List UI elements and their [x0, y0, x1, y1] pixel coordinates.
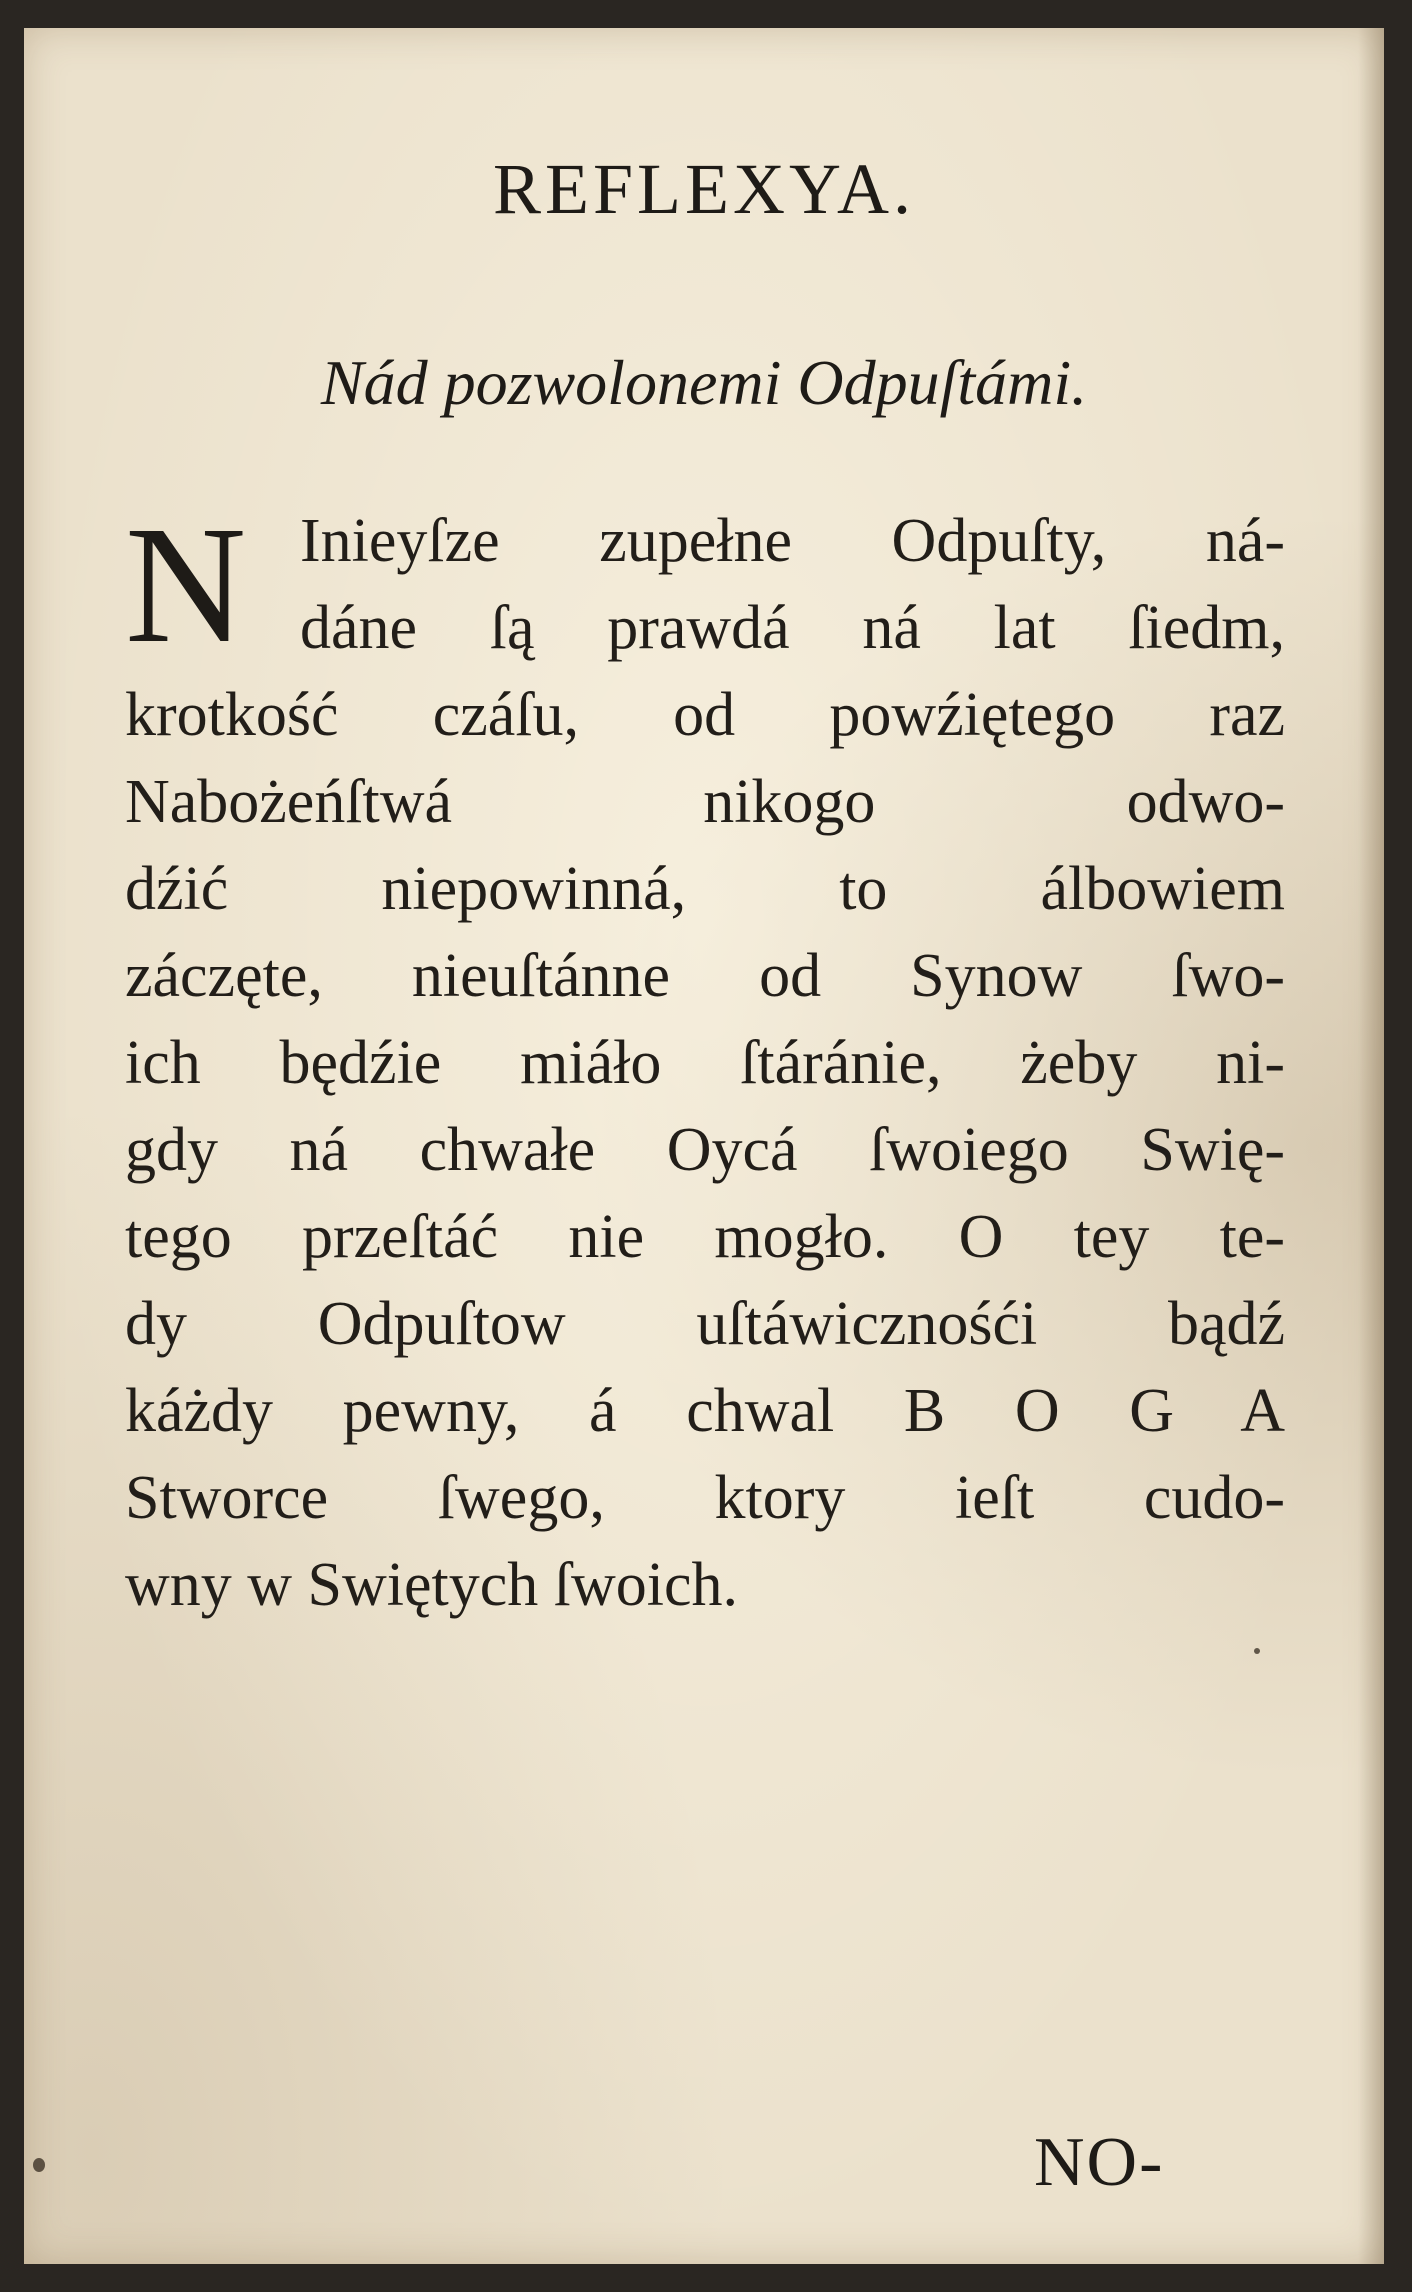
page-heading: REFLEXYA.: [492, 149, 915, 229]
text-line-2: dáne ſą prawdá ná lat ſiedm,: [300, 594, 1285, 662]
text-line-12: Stworce ſwego, ktory ieſt cudo-: [125, 1464, 1285, 1532]
text-line-10: dy Odpuſtow uſtáwicznośći bądź: [125, 1290, 1285, 1358]
book-page: [24, 28, 1384, 2264]
text-line-4: Nabożeńſtwá nikogo odwo-: [125, 768, 1285, 836]
drop-cap: N: [125, 492, 247, 678]
text-line-13: wny w Swiętych ſwoich.: [125, 1551, 739, 1619]
catchword: NO-: [1034, 2124, 1165, 2201]
text-line-1: Inieyſze zupełne Odpuſty, ná-: [300, 507, 1285, 575]
text-line-5: dźić niepowinná, to álbowiem: [125, 855, 1285, 923]
text-line-3: krotkość czáſu, od powźiętego raz: [125, 681, 1285, 749]
text-line-8: gdy ná chwałe Oycá ſwoiego Swię-: [125, 1116, 1285, 1184]
ink-speck: [1254, 1648, 1260, 1654]
text-line-6: záczęte, nieuſtánne od Synow ſwo-: [125, 942, 1285, 1010]
text-line-9: tego przeſtáć nie mogło. O tey te-: [125, 1203, 1285, 1271]
text-line-11: káżdy pewny, á chwal B O G A: [125, 1377, 1285, 1445]
ink-speck: [33, 2158, 45, 2172]
body-paragraph: [125, 492, 1285, 1629]
page-subheading: Nád pozwolonemi Odpuſtámi.: [320, 347, 1088, 418]
text-line-7: ich będźie miáło ſtáránie, żeby ni-: [125, 1029, 1285, 1097]
